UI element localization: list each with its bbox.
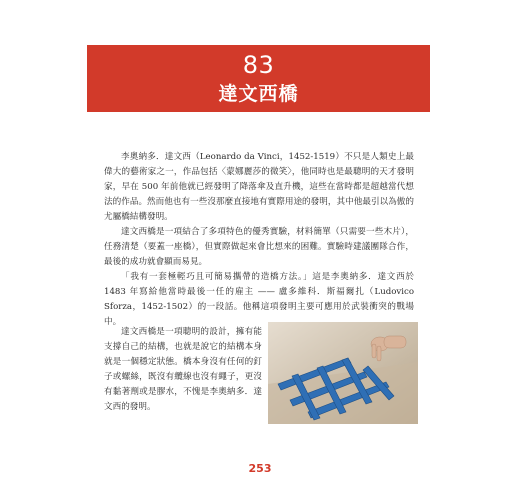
bridge-illustration [268,322,418,424]
chapter-title: 達文西橋 [218,83,299,105]
paragraph: 達文西橋是一項聰明的設計，擁有能支撐自己的結構，也就是說它的結構本身就是一個穩定狀態。橋本身沒有任何的釘子或螺絲，既沒有纜線也沒有繩子，更沒有黏著劑或是膠水，不愧是李奧納多．達文西的發明。 [104,327,262,412]
paragraph: 李奧納多．達文西（Leonardo da Vinci，1452-1519）不只是人類史上最偉大的藝術家之一，作品包括〈蒙娜麗莎的微笑〉，他同時也是最聰明的天才發明家，早在 500 年前他就已經發明了降落傘及直升機，這些在當時都是超越當代想法的作品。然而他也有一些沒那麼直接地有實際用途的發明，其中他最引以為傲的尤屬橋結構發明。 [104,152,414,222]
side-paragraph-block [104,325,262,415]
article-body [104,150,414,330]
paragraph: 「我有一套極輕巧且可簡易攜帶的造橋方法。」這是李奧納多．達文西於 1483 年寫給他當時最後一任的雇主 —— 盧多維科．斯福爾扎（Ludovico Sforza，1452-1502）的一段話。他稱這項發明主要可應用於武裝衝突的戰場中。 [104,272,414,327]
page-number: 253 [248,462,272,475]
chapter-number: 83 [242,51,275,79]
bridge-photo [268,322,418,424]
paragraph: 達文西橋是一項結合了多項特色的優秀實驗，材料簡單（只需要一些木片），任務清楚（要蓋一座橋），但實際做起來會比想來的困難。實驗時建議團隊合作，最後的成功就會顯而易見。 [104,227,414,267]
chapter-header-banner [87,45,430,112]
